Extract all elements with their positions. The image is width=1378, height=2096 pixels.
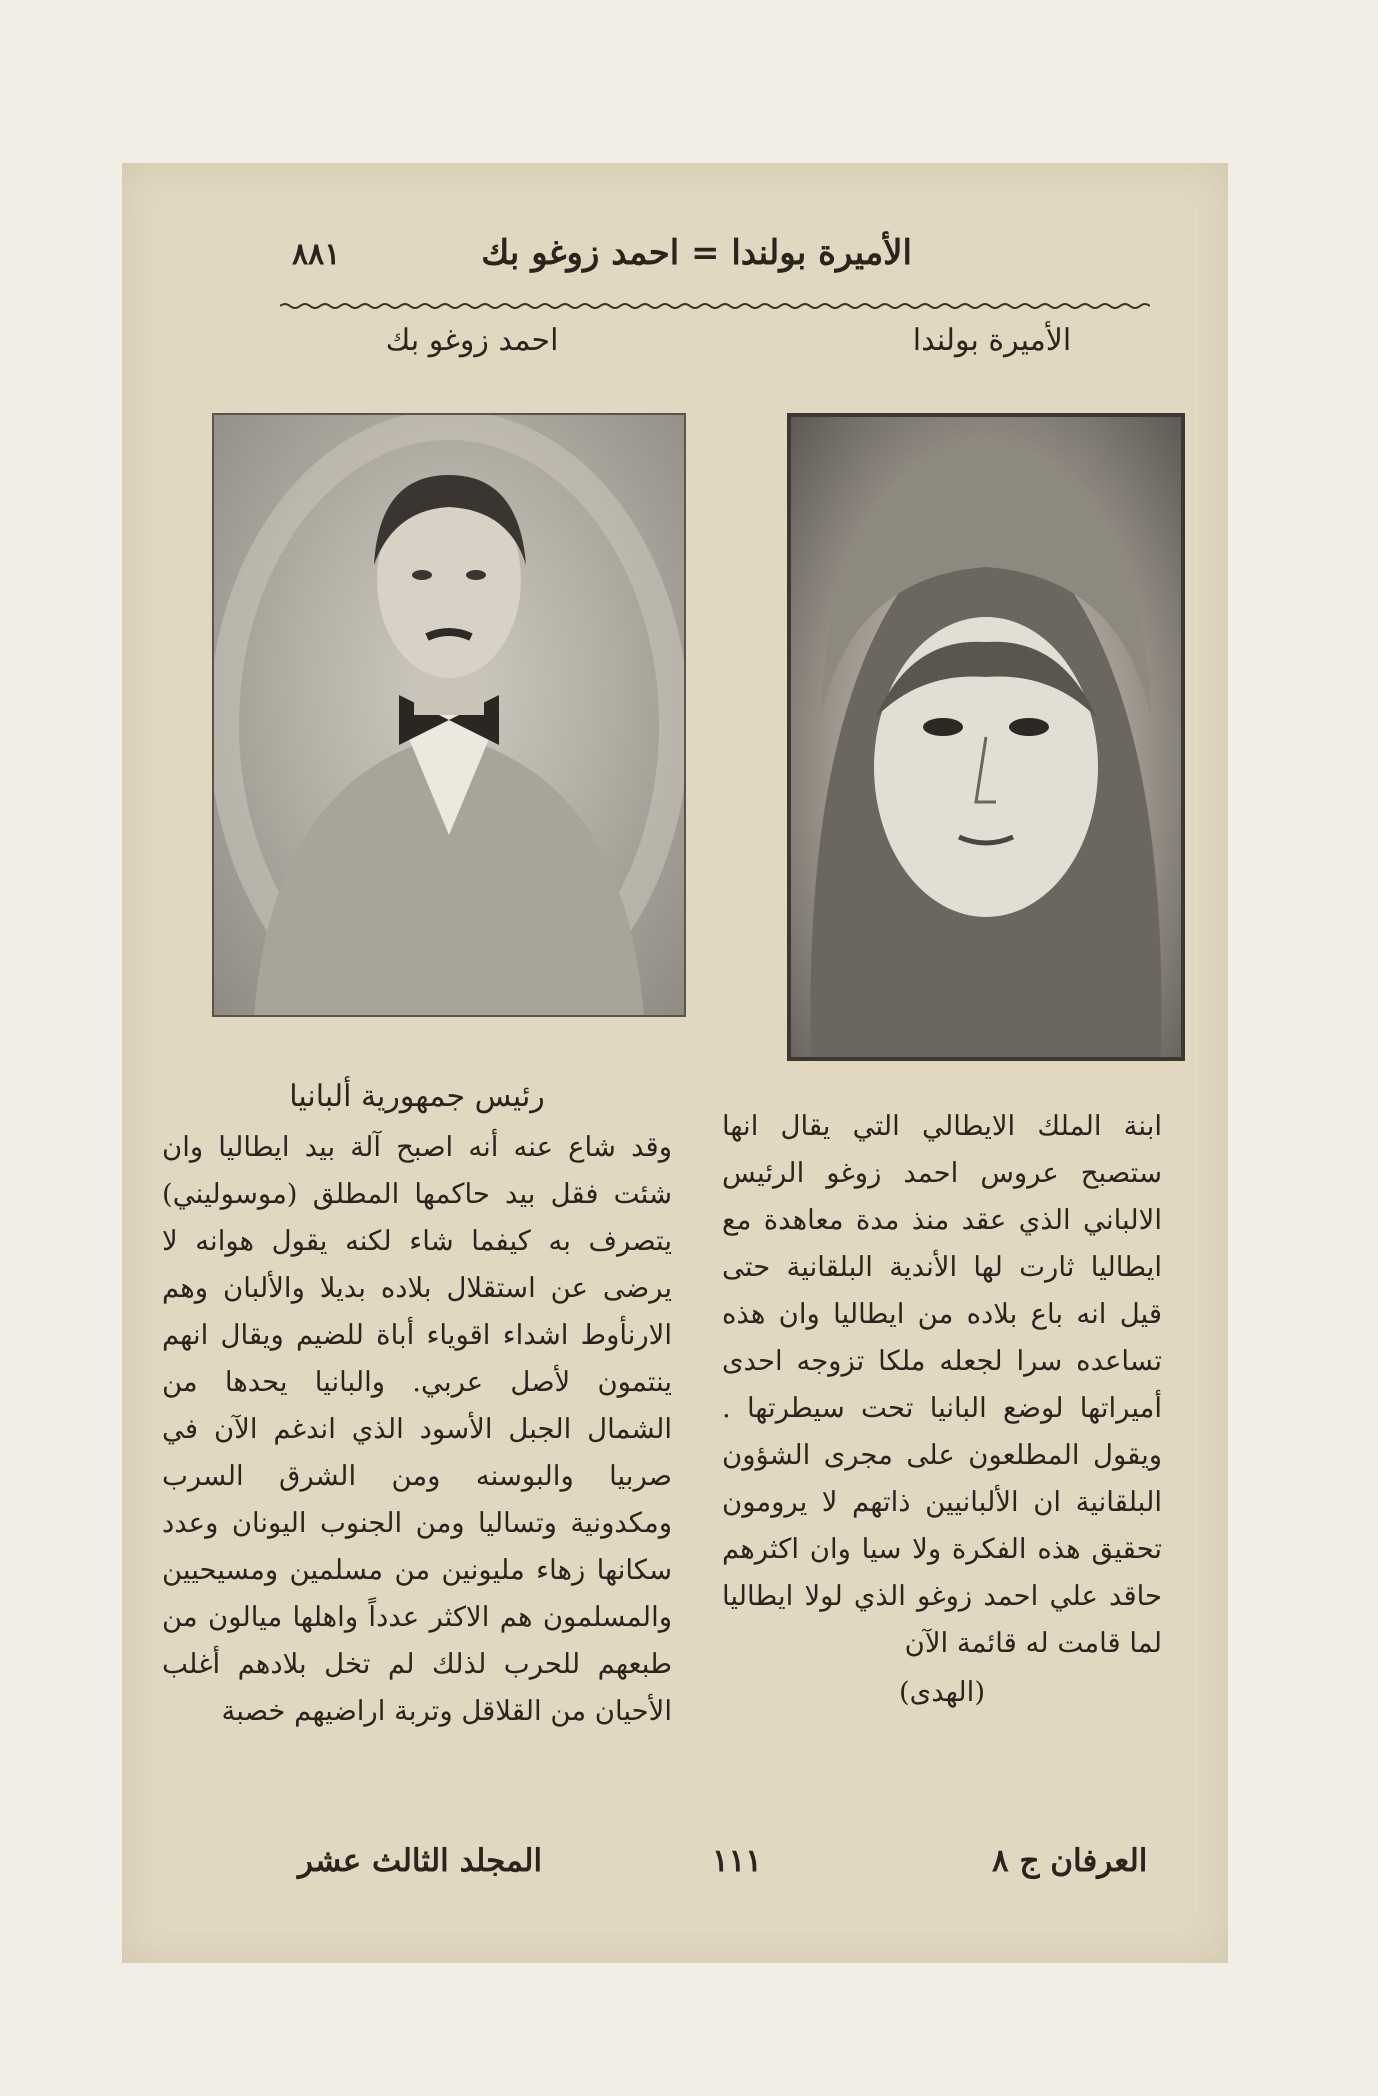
- journal-page: [122, 163, 1228, 1963]
- portrait-princess: [787, 413, 1185, 1061]
- caption-zogu: احمد زوغو بك: [385, 323, 559, 358]
- page-footer: [122, 1843, 1228, 1893]
- article-column-left: [162, 1073, 672, 1735]
- article-text-right: ابنة الملك الايطالي التي يقال انها ستصبح عروس احمد زوغو الرئيس الالباني الذي عقد منذ مدة معاهدة مع ايطاليا ثارت لها الأندية البلقانية حتى قيل انه باع بلاده من ايطاليا وان هذه تساعده سرا لجعله ملكا تزوجه احدى أميراتها لوضع البانيا تحت سيطرتها . ويقول المطلعون على مجرى الشؤون البلقانية ان الألبانيين ذاتهم لا يرومون تحقيق هذه الفكرة ولا سيا وان اكثرهم حاقد علي احمد زوغو الذي لولا ايطاليا لما قامت له قائمة الآن: [722, 1110, 1162, 1659]
- caption-president: رئيس جمهورية ألبانيا: [289, 1079, 545, 1114]
- footer-page-number: ١١١: [712, 1843, 762, 1879]
- caption-princess: الأميرة بولندا: [912, 323, 1072, 358]
- article-column-right: [722, 1103, 1162, 1716]
- footer-volume: المجلد الثالث عشر: [298, 1843, 543, 1879]
- running-title: الأميرة بولندا = احمد زوغو بك: [481, 233, 912, 273]
- portrait-woman-image: [791, 417, 1181, 1057]
- portrait-man-image: [214, 415, 684, 1015]
- page-number: ٨٨١: [292, 237, 341, 272]
- footer-journal: العرفان ج ٨: [992, 1843, 1148, 1879]
- article-text-left: وقد شاع عنه أنه اصبح آلة بيد ايطاليا وان شئت فقل بيد حاكمها المطلق (موسوليني) يتصرف به كيفما شاء لكنه يقول هوانه لا يرضى عن استقلال بلاده بديلا والألبان وهم الارنأوط اشداء اقوياء أباة للضيم ويقال انهم ينتمون لأصل عربي. والبانيا يحدها من الشمال الجبل الأسود الذي اندغم الآن في صربيا والبوسنه ومن الشرق السرب ومكدونية وتساليا ومن الجنوب اليونان وعدد سكانها زهاء مليونين من مسلمين ومسيحيين والمسلمون هم الاكثر عدداً واهلها ميالون من طبعهم للحرب لذلك لم تخل بلادهم أغلب الأحيان من القلاقل وتربة اراضيهم خصبة: [162, 1131, 672, 1727]
- running-header: [292, 233, 1032, 289]
- source-signature: (الهدى): [898, 1676, 986, 1708]
- wavy-divider: [280, 301, 1150, 311]
- portrait-ahmed-zogu: [212, 413, 686, 1017]
